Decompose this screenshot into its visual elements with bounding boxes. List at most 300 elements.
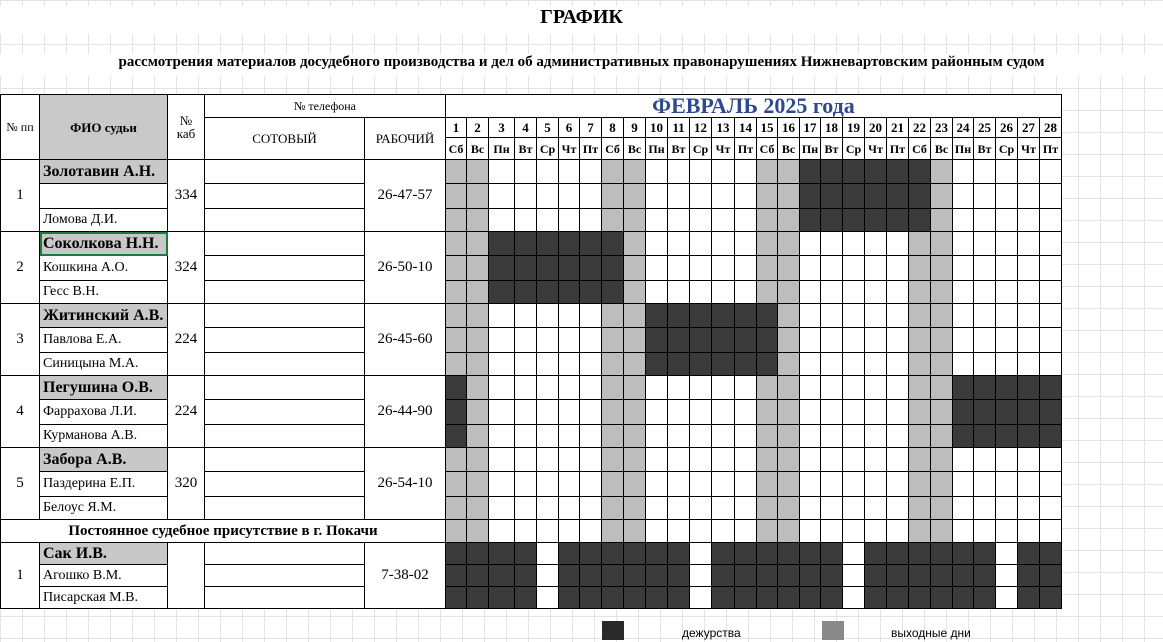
schedule-cell[interactable] bbox=[537, 543, 559, 565]
schedule-cell[interactable] bbox=[887, 497, 909, 520]
schedule-cell[interactable] bbox=[909, 520, 931, 543]
schedule-cell[interactable] bbox=[887, 328, 909, 353]
schedule-cell[interactable] bbox=[712, 448, 735, 472]
schedule-cell[interactable] bbox=[646, 304, 668, 328]
day-number[interactable]: 24 bbox=[953, 118, 974, 138]
schedule-cell[interactable] bbox=[602, 281, 624, 304]
schedule-cell[interactable] bbox=[537, 256, 559, 281]
schedule-cell[interactable] bbox=[843, 184, 865, 209]
schedule-cell[interactable] bbox=[580, 497, 602, 520]
schedule-cell[interactable] bbox=[887, 232, 909, 256]
schedule-cell[interactable] bbox=[646, 543, 668, 565]
group-number[interactable]: 1 bbox=[1, 543, 40, 609]
schedule-cell[interactable] bbox=[446, 209, 467, 232]
schedule-cell[interactable] bbox=[909, 497, 931, 520]
schedule-cell[interactable] bbox=[887, 587, 909, 609]
header-phone[interactable]: № телефона bbox=[205, 95, 446, 118]
schedule-cell[interactable] bbox=[953, 497, 974, 520]
schedule-cell[interactable] bbox=[843, 256, 865, 281]
assistant-name[interactable]: Белоус Я.М. bbox=[40, 497, 168, 520]
schedule-cell[interactable] bbox=[446, 520, 467, 543]
schedule-cell[interactable] bbox=[690, 209, 712, 232]
schedule-cell[interactable] bbox=[909, 328, 931, 353]
weekday-label[interactable]: Вс bbox=[931, 138, 953, 160]
schedule-cell[interactable] bbox=[712, 543, 735, 565]
assistant-name[interactable]: Гесс В.Н. bbox=[40, 281, 168, 304]
schedule-cell[interactable] bbox=[821, 448, 843, 472]
schedule-cell[interactable] bbox=[602, 543, 624, 565]
schedule-cell[interactable] bbox=[1040, 565, 1062, 587]
section-title[interactable]: Постоянное судебное присутствие в г. Покачи bbox=[1, 520, 446, 543]
schedule-cell[interactable] bbox=[446, 232, 467, 256]
schedule-cell[interactable] bbox=[559, 587, 580, 609]
schedule-cell[interactable] bbox=[690, 448, 712, 472]
schedule-cell[interactable] bbox=[735, 520, 757, 543]
schedule-cell[interactable] bbox=[778, 497, 800, 520]
schedule-cell[interactable] bbox=[821, 328, 843, 353]
schedule-cell[interactable] bbox=[446, 256, 467, 281]
day-number[interactable]: 27 bbox=[1018, 118, 1040, 138]
schedule-cell[interactable] bbox=[735, 425, 757, 448]
schedule-cell[interactable] bbox=[800, 520, 821, 543]
mobile-phone-cell[interactable] bbox=[205, 304, 365, 328]
weekday-label[interactable]: Вс bbox=[778, 138, 800, 160]
schedule-cell[interactable] bbox=[821, 281, 843, 304]
schedule-cell[interactable] bbox=[1018, 376, 1040, 400]
schedule-cell[interactable] bbox=[800, 425, 821, 448]
schedule-cell[interactable] bbox=[515, 281, 537, 304]
schedule-cell[interactable] bbox=[1040, 281, 1062, 304]
schedule-cell[interactable] bbox=[559, 565, 580, 587]
schedule-cell[interactable] bbox=[1040, 543, 1062, 565]
schedule-cell[interactable] bbox=[446, 472, 467, 497]
schedule-cell[interactable] bbox=[580, 281, 602, 304]
schedule-cell[interactable] bbox=[489, 497, 515, 520]
schedule-cell[interactable] bbox=[931, 565, 953, 587]
schedule-cell[interactable] bbox=[757, 304, 778, 328]
schedule-cell[interactable] bbox=[646, 448, 668, 472]
schedule-cell[interactable] bbox=[996, 376, 1018, 400]
schedule-cell[interactable] bbox=[974, 281, 996, 304]
schedule-cell[interactable] bbox=[974, 376, 996, 400]
schedule-cell[interactable] bbox=[559, 425, 580, 448]
schedule-cell[interactable] bbox=[580, 232, 602, 256]
schedule-cell[interactable] bbox=[953, 304, 974, 328]
schedule-cell[interactable] bbox=[843, 209, 865, 232]
cabinet-number[interactable]: 334 bbox=[168, 160, 205, 232]
schedule-cell[interactable] bbox=[580, 448, 602, 472]
schedule-cell[interactable] bbox=[712, 160, 735, 184]
schedule-cell[interactable] bbox=[865, 209, 887, 232]
schedule-cell[interactable] bbox=[931, 232, 953, 256]
schedule-cell[interactable] bbox=[757, 587, 778, 609]
schedule-cell[interactable] bbox=[909, 425, 931, 448]
schedule-cell[interactable] bbox=[515, 376, 537, 400]
schedule-cell[interactable] bbox=[887, 520, 909, 543]
schedule-cell[interactable] bbox=[757, 520, 778, 543]
schedule-cell[interactable] bbox=[821, 256, 843, 281]
schedule-cell[interactable] bbox=[735, 328, 757, 353]
schedule-cell[interactable] bbox=[909, 184, 931, 209]
schedule-cell[interactable] bbox=[800, 160, 821, 184]
schedule-cell[interactable] bbox=[1018, 353, 1040, 376]
schedule-cell[interactable] bbox=[821, 520, 843, 543]
schedule-cell[interactable] bbox=[735, 376, 757, 400]
weekday-label[interactable]: Ср bbox=[996, 138, 1018, 160]
day-number[interactable]: 3 bbox=[489, 118, 515, 138]
schedule-cell[interactable] bbox=[668, 425, 690, 448]
schedule-cell[interactable] bbox=[974, 565, 996, 587]
mobile-phone-cell[interactable] bbox=[205, 472, 365, 497]
schedule-cell[interactable] bbox=[1040, 304, 1062, 328]
schedule-cell[interactable] bbox=[953, 209, 974, 232]
schedule-cell[interactable] bbox=[800, 497, 821, 520]
schedule-cell[interactable] bbox=[887, 281, 909, 304]
schedule-cell[interactable] bbox=[646, 425, 668, 448]
schedule-cell[interactable] bbox=[646, 497, 668, 520]
schedule-cell[interactable] bbox=[668, 543, 690, 565]
schedule-cell[interactable] bbox=[821, 587, 843, 609]
schedule-cell[interactable] bbox=[446, 328, 467, 353]
schedule-cell[interactable] bbox=[953, 587, 974, 609]
cabinet-number[interactable]: 224 bbox=[168, 376, 205, 448]
schedule-cell[interactable] bbox=[489, 232, 515, 256]
assistant-name[interactable]: Паздерина Е.П. bbox=[40, 472, 168, 497]
schedule-cell[interactable] bbox=[1040, 472, 1062, 497]
schedule-cell[interactable] bbox=[800, 376, 821, 400]
schedule-cell[interactable] bbox=[690, 587, 712, 609]
schedule-cell[interactable] bbox=[668, 565, 690, 587]
schedule-cell[interactable] bbox=[909, 543, 931, 565]
schedule-cell[interactable] bbox=[690, 520, 712, 543]
schedule-cell[interactable] bbox=[778, 565, 800, 587]
assistant-name[interactable]: Кошкина А.О. bbox=[40, 256, 168, 281]
schedule-cell[interactable] bbox=[996, 543, 1018, 565]
schedule-cell[interactable] bbox=[602, 587, 624, 609]
schedule-cell[interactable] bbox=[668, 281, 690, 304]
schedule-cell[interactable] bbox=[974, 400, 996, 425]
day-number[interactable]: 4 bbox=[515, 118, 537, 138]
schedule-cell[interactable] bbox=[446, 160, 467, 184]
schedule-cell[interactable] bbox=[712, 209, 735, 232]
schedule-cell[interactable] bbox=[887, 376, 909, 400]
schedule-cell[interactable] bbox=[996, 565, 1018, 587]
schedule-cell[interactable] bbox=[800, 184, 821, 209]
schedule-cell[interactable] bbox=[887, 353, 909, 376]
schedule-cell[interactable] bbox=[668, 400, 690, 425]
schedule-cell[interactable] bbox=[1040, 520, 1062, 543]
schedule-cell[interactable] bbox=[931, 353, 953, 376]
schedule-cell[interactable] bbox=[668, 448, 690, 472]
group-number[interactable]: 2 bbox=[1, 232, 40, 304]
schedule-cell[interactable] bbox=[843, 328, 865, 353]
schedule-cell[interactable] bbox=[515, 425, 537, 448]
weekday-label[interactable]: Пт bbox=[580, 138, 602, 160]
schedule-cell[interactable] bbox=[735, 353, 757, 376]
schedule-cell[interactable] bbox=[974, 209, 996, 232]
day-number[interactable]: 5 bbox=[537, 118, 559, 138]
schedule-cell[interactable] bbox=[1018, 256, 1040, 281]
assistant-name[interactable]: Фаррахова Л.И. bbox=[40, 400, 168, 425]
schedule-cell[interactable] bbox=[865, 160, 887, 184]
schedule-cell[interactable] bbox=[712, 184, 735, 209]
schedule-cell[interactable] bbox=[602, 376, 624, 400]
schedule-cell[interactable] bbox=[996, 497, 1018, 520]
schedule-cell[interactable] bbox=[1040, 328, 1062, 353]
schedule-cell[interactable] bbox=[624, 472, 646, 497]
weekday-label[interactable]: Вт bbox=[974, 138, 996, 160]
schedule-cell[interactable] bbox=[537, 472, 559, 497]
schedule-cell[interactable] bbox=[865, 425, 887, 448]
schedule-cell[interactable] bbox=[668, 587, 690, 609]
schedule-cell[interactable] bbox=[537, 400, 559, 425]
schedule-cell[interactable] bbox=[953, 400, 974, 425]
schedule-cell[interactable] bbox=[489, 281, 515, 304]
schedule-cell[interactable] bbox=[865, 376, 887, 400]
schedule-cell[interactable] bbox=[953, 232, 974, 256]
day-number[interactable]: 15 bbox=[757, 118, 778, 138]
schedule-cell[interactable] bbox=[931, 472, 953, 497]
work-phone[interactable]: 7-38-02 bbox=[365, 543, 446, 609]
weekday-label[interactable]: Чт bbox=[712, 138, 735, 160]
schedule-cell[interactable] bbox=[909, 400, 931, 425]
schedule-cell[interactable] bbox=[646, 400, 668, 425]
schedule-cell[interactable] bbox=[690, 565, 712, 587]
schedule-cell[interactable] bbox=[757, 209, 778, 232]
schedule-cell[interactable] bbox=[690, 304, 712, 328]
schedule-cell[interactable] bbox=[537, 281, 559, 304]
schedule-cell[interactable] bbox=[624, 543, 646, 565]
schedule-cell[interactable] bbox=[580, 376, 602, 400]
weekday-label[interactable]: Вт bbox=[668, 138, 690, 160]
schedule-cell[interactable] bbox=[778, 400, 800, 425]
schedule-cell[interactable] bbox=[843, 587, 865, 609]
schedule-cell[interactable] bbox=[1040, 376, 1062, 400]
schedule-cell[interactable] bbox=[559, 328, 580, 353]
schedule-cell[interactable] bbox=[712, 400, 735, 425]
weekday-label[interactable]: Сб bbox=[446, 138, 467, 160]
schedule-cell[interactable] bbox=[580, 160, 602, 184]
schedule-cell[interactable] bbox=[887, 304, 909, 328]
day-number[interactable]: 12 bbox=[690, 118, 712, 138]
schedule-cell[interactable] bbox=[800, 328, 821, 353]
weekday-label[interactable]: Чт bbox=[1018, 138, 1040, 160]
weekday-label[interactable]: Пн bbox=[646, 138, 668, 160]
schedule-cell[interactable] bbox=[668, 304, 690, 328]
schedule-cell[interactable] bbox=[778, 520, 800, 543]
schedule-cell[interactable] bbox=[1018, 587, 1040, 609]
schedule-cell[interactable] bbox=[996, 353, 1018, 376]
schedule-cell[interactable] bbox=[712, 353, 735, 376]
schedule-cell[interactable] bbox=[580, 520, 602, 543]
schedule-cell[interactable] bbox=[974, 587, 996, 609]
schedule-cell[interactable] bbox=[624, 184, 646, 209]
schedule-cell[interactable] bbox=[690, 160, 712, 184]
schedule-cell[interactable] bbox=[778, 376, 800, 400]
schedule-cell[interactable] bbox=[757, 353, 778, 376]
schedule-cell[interactable] bbox=[602, 472, 624, 497]
weekday-label[interactable]: Вт bbox=[821, 138, 843, 160]
schedule-cell[interactable] bbox=[931, 587, 953, 609]
schedule-cell[interactable] bbox=[489, 472, 515, 497]
schedule-cell[interactable] bbox=[1018, 400, 1040, 425]
schedule-cell[interactable] bbox=[865, 304, 887, 328]
schedule-cell[interactable] bbox=[559, 497, 580, 520]
schedule-cell[interactable] bbox=[515, 400, 537, 425]
schedule-cell[interactable] bbox=[974, 497, 996, 520]
schedule-cell[interactable] bbox=[1018, 304, 1040, 328]
schedule-cell[interactable] bbox=[1018, 565, 1040, 587]
schedule-cell[interactable] bbox=[735, 565, 757, 587]
mobile-phone-cell[interactable] bbox=[205, 587, 365, 609]
schedule-cell[interactable] bbox=[1018, 184, 1040, 209]
mobile-phone-cell[interactable] bbox=[205, 256, 365, 281]
schedule-cell[interactable] bbox=[624, 232, 646, 256]
schedule-cell[interactable] bbox=[865, 472, 887, 497]
schedule-cell[interactable] bbox=[909, 209, 931, 232]
judge-name[interactable]: Забора А.В. bbox=[40, 448, 168, 472]
schedule-cell[interactable] bbox=[821, 472, 843, 497]
schedule-cell[interactable] bbox=[778, 448, 800, 472]
schedule-cell[interactable] bbox=[757, 256, 778, 281]
mobile-phone-cell[interactable] bbox=[205, 160, 365, 184]
schedule-cell[interactable] bbox=[515, 209, 537, 232]
schedule-cell[interactable] bbox=[537, 353, 559, 376]
schedule-cell[interactable] bbox=[602, 353, 624, 376]
schedule-cell[interactable] bbox=[646, 376, 668, 400]
schedule-cell[interactable] bbox=[778, 543, 800, 565]
schedule-cell[interactable] bbox=[865, 353, 887, 376]
weekday-label[interactable]: Ср bbox=[537, 138, 559, 160]
schedule-cell[interactable] bbox=[1040, 256, 1062, 281]
schedule-cell[interactable] bbox=[735, 160, 757, 184]
schedule-cell[interactable] bbox=[931, 209, 953, 232]
schedule-cell[interactable] bbox=[646, 256, 668, 281]
schedule-cell[interactable] bbox=[467, 160, 489, 184]
schedule-cell[interactable] bbox=[690, 232, 712, 256]
schedule-cell[interactable] bbox=[467, 425, 489, 448]
schedule-cell[interactable] bbox=[467, 328, 489, 353]
day-number[interactable]: 18 bbox=[821, 118, 843, 138]
schedule-cell[interactable] bbox=[974, 184, 996, 209]
weekday-label[interactable]: Чт bbox=[865, 138, 887, 160]
judge-name[interactable]: Житинский А.В. bbox=[40, 304, 168, 328]
schedule-cell[interactable] bbox=[668, 160, 690, 184]
schedule-cell[interactable] bbox=[843, 232, 865, 256]
schedule-cell[interactable] bbox=[624, 209, 646, 232]
schedule-cell[interactable] bbox=[690, 256, 712, 281]
schedule-cell[interactable] bbox=[953, 565, 974, 587]
schedule-cell[interactable] bbox=[489, 376, 515, 400]
schedule-cell[interactable] bbox=[800, 281, 821, 304]
schedule-cell[interactable] bbox=[646, 520, 668, 543]
schedule-cell[interactable] bbox=[974, 520, 996, 543]
schedule-cell[interactable] bbox=[974, 304, 996, 328]
schedule-cell[interactable] bbox=[887, 256, 909, 281]
schedule-cell[interactable] bbox=[646, 328, 668, 353]
schedule-cell[interactable] bbox=[515, 565, 537, 587]
schedule-cell[interactable] bbox=[843, 472, 865, 497]
day-number[interactable]: 21 bbox=[887, 118, 909, 138]
schedule-cell[interactable] bbox=[690, 281, 712, 304]
schedule-cell[interactable] bbox=[690, 543, 712, 565]
assistant-name[interactable]: Ломова Д.И. bbox=[40, 209, 168, 232]
schedule-cell[interactable] bbox=[800, 209, 821, 232]
schedule-cell[interactable] bbox=[580, 425, 602, 448]
schedule-cell[interactable] bbox=[537, 376, 559, 400]
schedule-cell[interactable] bbox=[800, 543, 821, 565]
schedule-cell[interactable] bbox=[757, 328, 778, 353]
schedule-cell[interactable] bbox=[757, 543, 778, 565]
schedule-cell[interactable] bbox=[865, 520, 887, 543]
mobile-phone-cell[interactable] bbox=[205, 232, 365, 256]
schedule-cell[interactable] bbox=[865, 328, 887, 353]
schedule-cell[interactable] bbox=[624, 587, 646, 609]
schedule-cell[interactable] bbox=[887, 184, 909, 209]
mobile-phone-cell[interactable] bbox=[205, 328, 365, 353]
schedule-cell[interactable] bbox=[778, 256, 800, 281]
schedule-cell[interactable] bbox=[489, 425, 515, 448]
schedule-cell[interactable] bbox=[821, 209, 843, 232]
weekday-label[interactable]: Пт bbox=[735, 138, 757, 160]
schedule-cell[interactable] bbox=[821, 543, 843, 565]
schedule-cell[interactable] bbox=[690, 353, 712, 376]
schedule-cell[interactable] bbox=[757, 448, 778, 472]
schedule-cell[interactable] bbox=[931, 543, 953, 565]
schedule-cell[interactable] bbox=[668, 472, 690, 497]
schedule-cell[interactable] bbox=[909, 256, 931, 281]
schedule-cell[interactable] bbox=[515, 587, 537, 609]
header-fio[interactable]: ФИО судьи bbox=[40, 95, 168, 160]
schedule-cell[interactable] bbox=[887, 565, 909, 587]
schedule-cell[interactable] bbox=[778, 587, 800, 609]
schedule-cell[interactable] bbox=[712, 232, 735, 256]
schedule-cell[interactable] bbox=[515, 497, 537, 520]
schedule-cell[interactable] bbox=[515, 256, 537, 281]
schedule-cell[interactable] bbox=[467, 304, 489, 328]
day-number[interactable]: 2 bbox=[467, 118, 489, 138]
schedule-cell[interactable] bbox=[712, 304, 735, 328]
day-number[interactable]: 19 bbox=[843, 118, 865, 138]
schedule-cell[interactable] bbox=[537, 587, 559, 609]
schedule-cell[interactable] bbox=[778, 353, 800, 376]
schedule-cell[interactable] bbox=[1018, 160, 1040, 184]
schedule-cell[interactable] bbox=[624, 376, 646, 400]
schedule-cell[interactable] bbox=[712, 497, 735, 520]
schedule-cell[interactable] bbox=[712, 565, 735, 587]
schedule-cell[interactable] bbox=[843, 543, 865, 565]
schedule-cell[interactable] bbox=[909, 160, 931, 184]
schedule-cell[interactable] bbox=[778, 160, 800, 184]
schedule-cell[interactable] bbox=[690, 472, 712, 497]
schedule-cell[interactable] bbox=[996, 304, 1018, 328]
schedule-cell[interactable] bbox=[953, 448, 974, 472]
weekday-label[interactable]: Пн bbox=[489, 138, 515, 160]
group-number[interactable]: 1 bbox=[1, 160, 40, 232]
schedule-cell[interactable] bbox=[909, 448, 931, 472]
weekday-label[interactable]: Чт bbox=[559, 138, 580, 160]
schedule-cell[interactable] bbox=[778, 281, 800, 304]
schedule-cell[interactable] bbox=[559, 353, 580, 376]
schedule-cell[interactable] bbox=[446, 543, 467, 565]
schedule-cell[interactable] bbox=[996, 209, 1018, 232]
schedule-cell[interactable] bbox=[996, 448, 1018, 472]
schedule-cell[interactable] bbox=[624, 160, 646, 184]
schedule-cell[interactable] bbox=[800, 587, 821, 609]
schedule-cell[interactable] bbox=[974, 328, 996, 353]
schedule-cell[interactable] bbox=[712, 425, 735, 448]
schedule-cell[interactable] bbox=[1018, 328, 1040, 353]
